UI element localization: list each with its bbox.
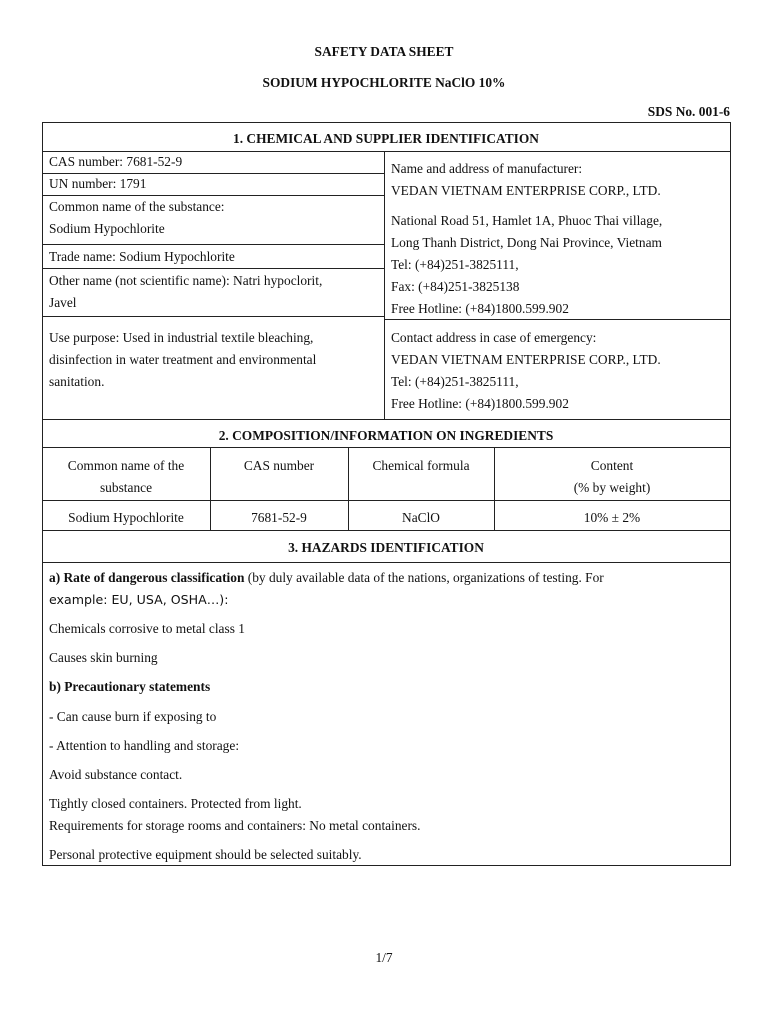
address-line-1: National Road 51, Hamlet 1A, Phuoc Thai village, bbox=[391, 213, 663, 228]
table-cell-cas: 7681-52-9 bbox=[251, 510, 307, 525]
hazard-item-1: Chemicals corrosive to metal class 1 bbox=[49, 621, 245, 636]
hazard-item-2: Causes skin burning bbox=[49, 650, 158, 665]
precautionary-heading: b) Precautionary statements bbox=[49, 679, 211, 694]
address-line-2: Long Thanh District, Dong Nai Province, Vietnam bbox=[391, 235, 662, 250]
precaution-item-2: - Attention to handling and storage: bbox=[49, 738, 240, 753]
column-header-cas: CAS number bbox=[243, 458, 315, 473]
cas-number: CAS number: 7681-52-9 bbox=[49, 154, 183, 169]
common-name-value: Sodium Hypochlorite bbox=[49, 221, 165, 236]
emergency-hotline: Free Hotline: (+84)1800.599.902 bbox=[391, 396, 569, 411]
other-name-line-1: Other name (not scientific name): Natri hypoclorit, bbox=[49, 273, 323, 288]
table-cell-name: Sodium Hypochlorite bbox=[68, 510, 184, 525]
section-3-heading: 3. HAZARDS IDENTIFICATION bbox=[288, 540, 484, 555]
emergency-label: Contact address in case of emergency: bbox=[391, 330, 597, 345]
emergency-tel: Tel: (+84)251-3825111, bbox=[391, 374, 519, 389]
sds-number: SDS No. 001-6 bbox=[647, 104, 730, 119]
precaution-item-3: Avoid substance contact. bbox=[49, 767, 183, 782]
table-cell-content: 10% ± 2% bbox=[583, 510, 641, 525]
manufacturer-label: Name and address of manufacturer: bbox=[391, 161, 583, 176]
un-number: UN number: 1791 bbox=[49, 176, 147, 191]
page-number: 1/7 bbox=[375, 950, 393, 965]
manufacturer-tel: Tel: (+84)251-3825111, bbox=[391, 257, 519, 272]
column-header-formula: Chemical formula bbox=[372, 458, 470, 473]
precaution-item-4: Tightly closed containers. Protected from light. bbox=[49, 796, 302, 811]
use-purpose-line-3: sanitation. bbox=[49, 374, 105, 389]
document-subtitle: SODIUM HYPOCHLORITE NaClO 10% bbox=[262, 75, 506, 90]
section-2-heading: 2. COMPOSITION/INFORMATION ON INGREDIENTS bbox=[218, 428, 554, 443]
other-name-line-2: Javel bbox=[49, 295, 77, 310]
classification-line-2: example: EU, USA, OSHA…): bbox=[49, 592, 229, 607]
precaution-item-6: Personal protective equipment should be selected suitably. bbox=[49, 847, 362, 862]
manufacturer-fax: Fax: (+84)251-3825138 bbox=[391, 279, 520, 294]
section-1-heading: 1. CHEMICAL AND SUPPLIER IDENTIFICATION bbox=[233, 131, 539, 146]
classification-text: (by duly available data of the nations, organizations of testing. For bbox=[244, 570, 604, 585]
column-header-content-line-2: (% by weight) bbox=[573, 480, 651, 495]
precaution-item-5: Requirements for storage rooms and containers: No metal containers. bbox=[49, 818, 421, 833]
trade-name: Trade name: Sodium Hypochlorite bbox=[49, 249, 235, 264]
use-purpose-line-1: Use purpose: Used in industrial textile bleaching, bbox=[49, 330, 314, 345]
column-header-name-line-2: substance bbox=[99, 480, 153, 495]
document-title: SAFETY DATA SHEET bbox=[314, 44, 454, 59]
classification-label: a) Rate of dangerous classification bbox=[49, 570, 245, 585]
emergency-name: VEDAN VIETNAM ENTERPRISE CORP., LTD. bbox=[391, 352, 661, 367]
classification-line-1 bbox=[49, 567, 729, 589]
precaution-item-1: - Can cause burn if exposing to bbox=[49, 709, 217, 724]
use-purpose-line-2: disinfection in water treatment and environmental bbox=[49, 352, 317, 367]
manufacturer-name: VEDAN VIETNAM ENTERPRISE CORP., LTD. bbox=[391, 183, 661, 198]
common-name-label: Common name of the substance: bbox=[49, 199, 225, 214]
manufacturer-hotline: Free Hotline: (+84)1800.599.902 bbox=[391, 301, 569, 316]
table-cell-formula: NaClO bbox=[402, 510, 440, 525]
column-header-content-line-1: Content bbox=[590, 458, 634, 473]
column-header-name-line-1: Common name of the bbox=[67, 458, 185, 473]
